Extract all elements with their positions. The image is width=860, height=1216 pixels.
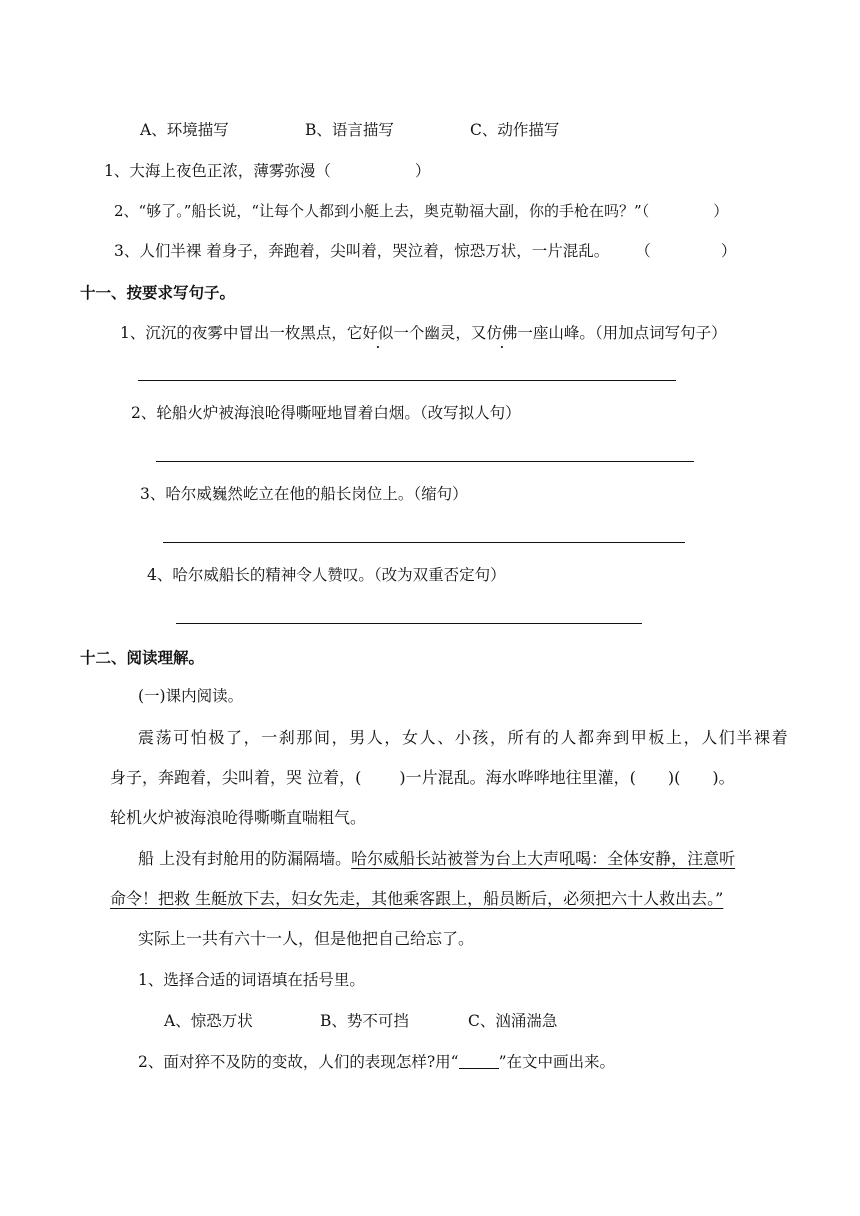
passage-line-2-part-a: 身子，奔跑着，尖叫着，哭 泣着，( bbox=[110, 768, 362, 787]
q12-2-post: ”在文中画出来。 bbox=[498, 1053, 616, 1071]
q10-item-3-text: 3、人们半裸 着身子，奔跑着，尖叫着，哭泣着，惊恐万状，一片混乱。 bbox=[114, 242, 610, 260]
passage-line-2 bbox=[110, 767, 735, 789]
answer-line-3[interactable] bbox=[163, 542, 685, 543]
passage-line-2-part-c: )( bbox=[667, 768, 681, 787]
passage-line-2-part-d: )。 bbox=[712, 768, 735, 787]
q12-1: 1、选择合适的词语填在括号里。 bbox=[138, 971, 365, 989]
s11-item-1-dotted-word-1: 好似 bbox=[362, 324, 394, 342]
section-12-subtitle: (一)课内阅读。 bbox=[138, 687, 244, 705]
passage-line-6: 实际上一共有六十一人，但是他把自己给忘了。 bbox=[138, 929, 475, 948]
passage-line-3: 轮机火炉被海浪呛得嘶嘶直喘粗气。 bbox=[110, 808, 367, 827]
q10-item-2-close: ） bbox=[713, 202, 729, 220]
s11-item-1 bbox=[120, 322, 727, 344]
q10-item-1 bbox=[104, 160, 430, 182]
passage-line-1: 震荡可怕极了，一刹那间，男人，女人、小孩，所有的人都奔到甲板上，人们半裸着 bbox=[138, 728, 790, 747]
passage-line-4-plain: 船 上没有封舱用的防漏隔墙。 bbox=[138, 849, 352, 868]
section-12-title: 十二、阅读理解。 bbox=[80, 649, 205, 667]
s11-item-1-mid: 一个幽灵，又 bbox=[393, 324, 487, 342]
s11-item-1-post: 一座山峰。（用加点词写句子） bbox=[517, 324, 727, 342]
s11-item-3: 3、哈尔威巍然屹立在他的船长岗位上。（缩句） bbox=[140, 485, 468, 503]
answer-line-2[interactable] bbox=[156, 461, 694, 462]
answer-line-1[interactable] bbox=[138, 380, 676, 381]
q10-item-2 bbox=[114, 200, 728, 222]
s11-item-2: 2、轮船火炉被海浪呛得嘶哑地冒着白烟。（改写拟人句） bbox=[131, 404, 521, 422]
passage-line-4-underlined: 哈尔威船长站被誉为台上大声吼喝：全体安静，注意听 bbox=[351, 849, 736, 868]
q10-item-3-open: （ bbox=[635, 242, 651, 260]
option-c: C、动作描写 bbox=[470, 121, 560, 139]
q12-2-pre: 2、面对猝不及防的变故，人们的表现怎样?用“ bbox=[138, 1053, 459, 1071]
option-a: A、环境描写 bbox=[140, 121, 229, 139]
s11-item-1-pre: 1、沉沉的夜雾中冒出一枚黑点，它 bbox=[120, 324, 363, 342]
underline-blank bbox=[459, 1054, 499, 1069]
q10-item-1-close: ） bbox=[414, 162, 431, 180]
passage-line-5-underlined: 命令！把救 生艇放下去，妇女先走，其他乘客跟上，船员断后，必须把六十人救出去。” bbox=[110, 889, 724, 908]
passage-line-4 bbox=[138, 848, 735, 870]
q10-item-3 bbox=[114, 240, 736, 262]
answer-line-4[interactable] bbox=[176, 623, 642, 624]
q10-item-1-text: 1、大海上夜色正浓，薄雾弥漫（ bbox=[104, 162, 331, 180]
section-11-title: 十一、按要求写句子。 bbox=[80, 284, 236, 302]
q12-2 bbox=[138, 1051, 615, 1073]
option-b: B、语言描写 bbox=[305, 121, 394, 139]
q10-item-3-close: ） bbox=[720, 242, 737, 260]
passage-line-2-part-b: )一片混乱。海水哗哗地往里灌，( bbox=[399, 768, 636, 787]
q12-1-option-b: B、势不可挡 bbox=[320, 1012, 409, 1030]
q12-1-option-c: C、汹涌湍急 bbox=[468, 1012, 558, 1030]
q12-1-option-a: A、惊恐万状 bbox=[164, 1012, 253, 1030]
q10-item-2-text: 2、“够了。”船长说，“让每个人都到小艇上去，奥克勒福大副，你的手枪在吗？”（ bbox=[114, 202, 650, 220]
s11-item-1-dotted-word-2: 仿佛 bbox=[486, 324, 518, 342]
s11-item-4: 4、哈尔威船长的精神令人赞叹。（改为双重否定句） bbox=[147, 566, 506, 584]
